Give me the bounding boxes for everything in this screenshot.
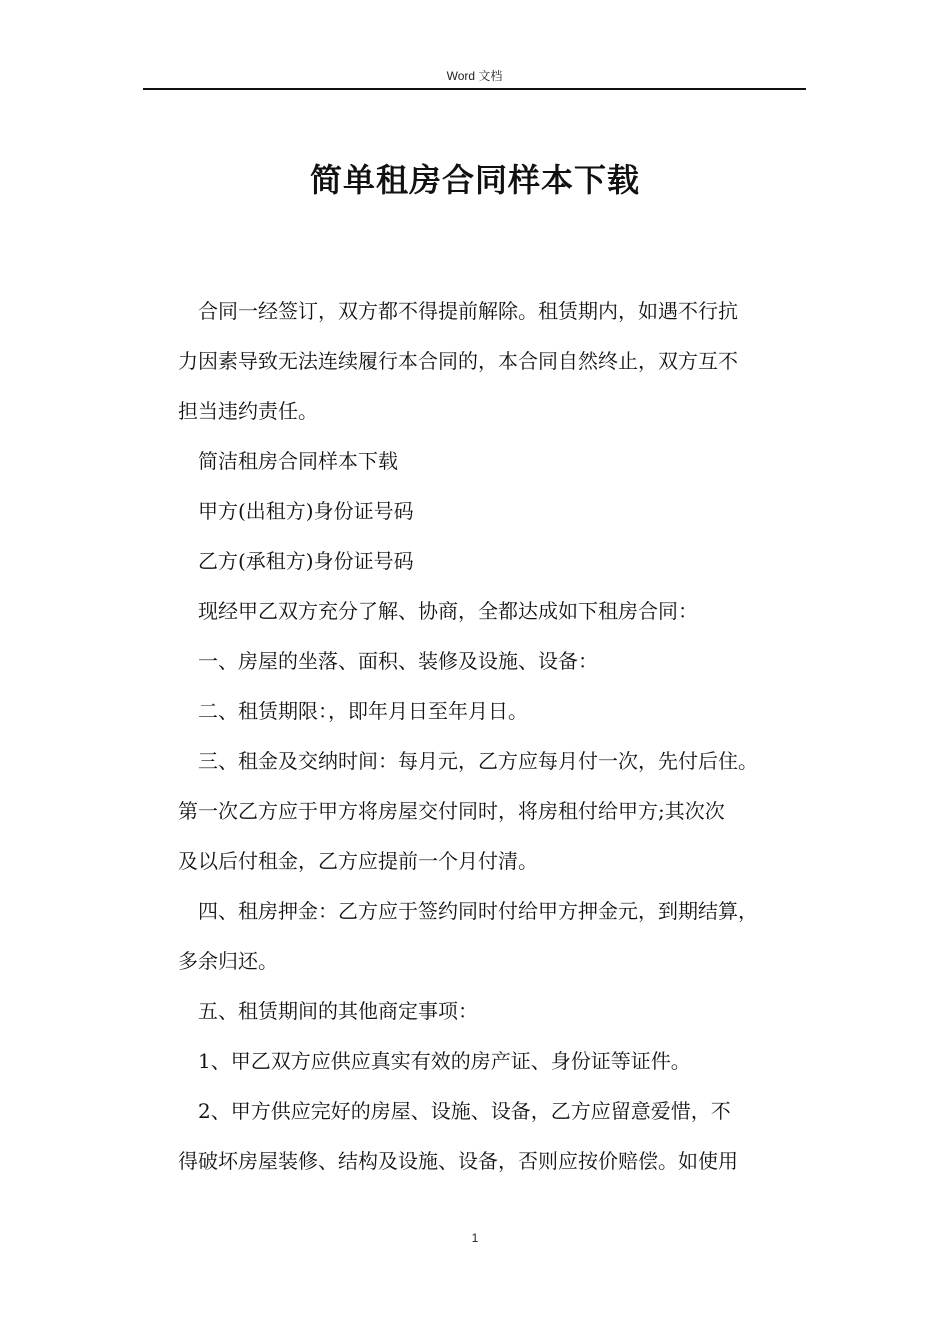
paragraph-line: 担当违约责任。 bbox=[178, 399, 318, 423]
page-number: 1 bbox=[471, 1231, 479, 1245]
paragraph-line: 合同一经签订，双方都不得提前解除。租赁期内，如遇不行抗 bbox=[198, 299, 738, 323]
paragraph bbox=[178, 536, 818, 586]
page-header bbox=[143, 66, 806, 90]
paragraph bbox=[178, 736, 818, 886]
paragraph bbox=[178, 286, 818, 436]
paragraph-line: 甲方(出租方)身份证号码 bbox=[198, 499, 414, 523]
paragraph-line: 多余归还。 bbox=[178, 949, 278, 973]
paragraph-line: 力因素导致无法连续履行本合同的，本合同自然终止，双方互不 bbox=[178, 349, 738, 373]
header-text: Word 文档 bbox=[446, 69, 503, 83]
paragraph bbox=[178, 686, 818, 736]
paragraph-line: 2、甲方供应完好的房屋、设施、设备，乙方应留意爱惜，不 bbox=[198, 1099, 731, 1123]
paragraph bbox=[178, 636, 818, 686]
document-title: 简单租房合同样本下载 bbox=[309, 161, 640, 199]
paragraph bbox=[178, 886, 818, 986]
paragraph bbox=[178, 1086, 818, 1186]
paragraph-line: 三、租金及交纳时间：每月元，乙方应每月付一次，先付后住。 bbox=[198, 749, 758, 773]
paragraph-line: 及以后付租金，乙方应提前一个月付清。 bbox=[178, 849, 538, 873]
paragraph bbox=[178, 486, 818, 536]
document-body bbox=[178, 286, 818, 1186]
paragraph-line: 五、租赁期间的其他商定事项： bbox=[198, 999, 478, 1023]
paragraph-line: 第一次乙方应于甲方将房屋交付同时，将房租付给甲方;其次次 bbox=[178, 799, 725, 823]
paragraph-line: 1、甲乙双方应供应真实有效的房产证、身份证等证件。 bbox=[198, 1049, 691, 1073]
paragraph-line: 二、租赁期限：，即年月日至年月日。 bbox=[198, 699, 528, 723]
paragraph-line: 四、租房押金：乙方应于签约同时付给甲方押金元，到期结算， bbox=[198, 899, 758, 923]
paragraph-line: 一、房屋的坐落、面积、装修及设施、设备： bbox=[198, 649, 598, 673]
paragraph bbox=[178, 986, 818, 1036]
paragraph-line: 乙方(承租方)身份证号码 bbox=[198, 549, 414, 573]
paragraph-line: 得破坏房屋装修、结构及设施、设备，否则应按价赔偿。如使用 bbox=[178, 1149, 738, 1173]
paragraph bbox=[178, 436, 818, 486]
paragraph bbox=[178, 1036, 818, 1086]
page-footer bbox=[0, 1230, 950, 1246]
paragraph-line: 现经甲乙双方充分了解、协商，全都达成如下租房合同： bbox=[198, 599, 698, 623]
paragraph bbox=[178, 586, 818, 636]
paragraph-line: 简洁租房合同样本下载 bbox=[198, 449, 398, 473]
